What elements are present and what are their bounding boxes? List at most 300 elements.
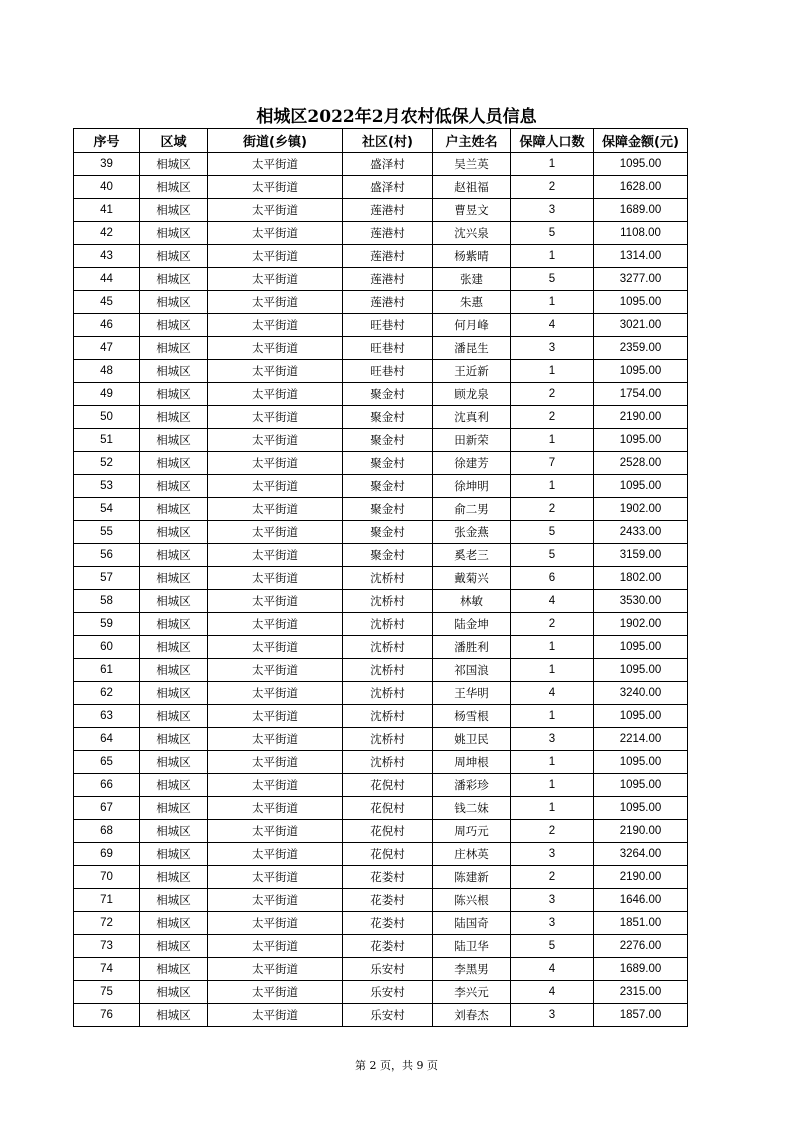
amount-cell: 2276.00 (594, 935, 688, 958)
table-row (74, 567, 688, 590)
seq-cell: 58 (74, 590, 140, 613)
householder-cell: 吴兰英 (433, 153, 511, 176)
table-row (74, 705, 688, 728)
district-cell: 相城区 (140, 797, 208, 820)
persons-cell: 4 (511, 958, 594, 981)
seq-cell: 66 (74, 774, 140, 797)
street-cell: 太平街道 (208, 797, 343, 820)
persons-cell: 1 (511, 636, 594, 659)
amount-cell: 1802.00 (594, 567, 688, 590)
document-title: 相城区2022年2月农村低保人员信息 (256, 107, 537, 127)
persons-cell: 2 (511, 613, 594, 636)
district-cell: 相城区 (140, 452, 208, 475)
table-row (74, 383, 688, 406)
persons-cell: 4 (511, 682, 594, 705)
village-cell: 旺巷村 (343, 360, 433, 383)
street-cell: 太平街道 (208, 176, 343, 199)
householder-cell: 顾龙泉 (433, 383, 511, 406)
village-cell: 盛泽村 (343, 176, 433, 199)
seq-cell: 50 (74, 406, 140, 429)
district-cell: 相城区 (140, 682, 208, 705)
householder-cell: 张金燕 (433, 521, 511, 544)
village-cell: 聚金村 (343, 452, 433, 475)
street-cell: 太平街道 (208, 360, 343, 383)
householder-cell: 杨紫晴 (433, 245, 511, 268)
persons-cell: 3 (511, 889, 594, 912)
table-row (74, 544, 688, 567)
street-cell: 太平街道 (208, 498, 343, 521)
amount-cell: 1689.00 (594, 199, 688, 222)
householder-cell: 陆金坤 (433, 613, 511, 636)
street-cell: 太平街道 (208, 889, 343, 912)
street-cell: 太平街道 (208, 613, 343, 636)
district-cell: 相城区 (140, 843, 208, 866)
persons-cell: 2 (511, 176, 594, 199)
village-cell: 花娄村 (343, 935, 433, 958)
street-cell: 太平街道 (208, 475, 343, 498)
amount-cell: 3264.00 (594, 843, 688, 866)
persons-cell: 1 (511, 774, 594, 797)
table-row (74, 1004, 688, 1027)
street-cell: 太平街道 (208, 751, 343, 774)
table-row (74, 590, 688, 613)
persons-cell: 3 (511, 912, 594, 935)
table-row (74, 245, 688, 268)
street-cell: 太平街道 (208, 291, 343, 314)
amount-cell: 2214.00 (594, 728, 688, 751)
district-cell: 相城区 (140, 176, 208, 199)
persons-cell: 3 (511, 337, 594, 360)
village-cell: 花倪村 (343, 843, 433, 866)
table-row (74, 268, 688, 291)
street-cell: 太平街道 (208, 429, 343, 452)
village-cell: 莲港村 (343, 291, 433, 314)
seq-cell: 62 (74, 682, 140, 705)
householder-cell: 姚卫民 (433, 728, 511, 751)
village-cell: 沈桥村 (343, 636, 433, 659)
seq-cell: 71 (74, 889, 140, 912)
householder-cell: 庄林英 (433, 843, 511, 866)
seq-cell: 47 (74, 337, 140, 360)
householder-cell: 李兴元 (433, 981, 511, 1004)
table-row (74, 360, 688, 383)
amount-cell: 2190.00 (594, 406, 688, 429)
street-cell: 太平街道 (208, 567, 343, 590)
amount-cell: 1851.00 (594, 912, 688, 935)
amount-cell: 1902.00 (594, 498, 688, 521)
seq-cell: 65 (74, 751, 140, 774)
street-cell: 太平街道 (208, 728, 343, 751)
persons-cell: 2 (511, 866, 594, 889)
village-cell: 旺巷村 (343, 337, 433, 360)
district-cell: 相城区 (140, 406, 208, 429)
page-footer: 第 2 页，共 9 页 (355, 1059, 438, 1072)
village-cell: 莲港村 (343, 199, 433, 222)
district-cell: 相城区 (140, 153, 208, 176)
table-row (74, 406, 688, 429)
householder-cell: 陈兴根 (433, 889, 511, 912)
street-cell: 太平街道 (208, 958, 343, 981)
householder-cell: 戴菊兴 (433, 567, 511, 590)
district-cell: 相城区 (140, 475, 208, 498)
persons-cell: 2 (511, 820, 594, 843)
persons-cell: 1 (511, 245, 594, 268)
householder-cell: 刘春杰 (433, 1004, 511, 1027)
district-cell: 相城区 (140, 360, 208, 383)
street-cell: 太平街道 (208, 314, 343, 337)
householder-cell: 陆国奇 (433, 912, 511, 935)
village-cell: 沈桥村 (343, 613, 433, 636)
seq-cell: 70 (74, 866, 140, 889)
table-row (74, 889, 688, 912)
householder-cell: 沈兴泉 (433, 222, 511, 245)
persons-cell: 3 (511, 1004, 594, 1027)
street-cell: 太平街道 (208, 866, 343, 889)
amount-cell: 2190.00 (594, 820, 688, 843)
amount-cell: 1095.00 (594, 705, 688, 728)
amount-cell: 1095.00 (594, 360, 688, 383)
seq-cell: 61 (74, 659, 140, 682)
amount-cell: 1095.00 (594, 659, 688, 682)
persons-cell: 5 (511, 935, 594, 958)
householder-cell: 张建 (433, 268, 511, 291)
householder-cell: 徐建芳 (433, 452, 511, 475)
table-row (74, 153, 688, 176)
table-row (74, 498, 688, 521)
table-row (74, 682, 688, 705)
street-cell: 太平街道 (208, 981, 343, 1004)
village-cell: 沈桥村 (343, 590, 433, 613)
village-cell: 莲港村 (343, 245, 433, 268)
householder-cell: 田新荣 (433, 429, 511, 452)
seq-cell: 59 (74, 613, 140, 636)
district-cell: 相城区 (140, 291, 208, 314)
householder-cell: 林敏 (433, 590, 511, 613)
seq-cell: 42 (74, 222, 140, 245)
seq-cell: 74 (74, 958, 140, 981)
district-cell: 相城区 (140, 1004, 208, 1027)
seq-cell: 72 (74, 912, 140, 935)
householder-cell: 奚老三 (433, 544, 511, 567)
amount-cell: 1646.00 (594, 889, 688, 912)
amount-cell: 1095.00 (594, 751, 688, 774)
seq-cell: 57 (74, 567, 140, 590)
district-cell: 相城区 (140, 544, 208, 567)
seq-cell: 51 (74, 429, 140, 452)
householder-cell: 沈真利 (433, 406, 511, 429)
amount-cell: 3530.00 (594, 590, 688, 613)
householder-cell: 潘胜利 (433, 636, 511, 659)
table-row (74, 728, 688, 751)
amount-cell: 2190.00 (594, 866, 688, 889)
street-cell: 太平街道 (208, 452, 343, 475)
amount-cell: 2315.00 (594, 981, 688, 1004)
persons-cell: 1 (511, 429, 594, 452)
street-cell: 太平街道 (208, 222, 343, 245)
householder-cell: 何月峰 (433, 314, 511, 337)
village-cell: 聚金村 (343, 429, 433, 452)
table-row (74, 866, 688, 889)
district-cell: 相城区 (140, 981, 208, 1004)
village-cell: 乐安村 (343, 1004, 433, 1027)
table-row (74, 429, 688, 452)
table-row (74, 314, 688, 337)
householder-cell: 潘昆生 (433, 337, 511, 360)
street-cell: 太平街道 (208, 705, 343, 728)
householder-cell: 钱二妹 (433, 797, 511, 820)
village-cell: 沈桥村 (343, 751, 433, 774)
seq-cell: 49 (74, 383, 140, 406)
header-street: 街道(乡镇) (208, 129, 343, 153)
district-cell: 相城区 (140, 636, 208, 659)
seq-cell: 56 (74, 544, 140, 567)
street-cell: 太平街道 (208, 659, 343, 682)
amount-cell: 1095.00 (594, 774, 688, 797)
village-cell: 聚金村 (343, 475, 433, 498)
persons-cell: 5 (511, 268, 594, 291)
seq-cell: 68 (74, 820, 140, 843)
street-cell: 太平街道 (208, 245, 343, 268)
village-cell: 聚金村 (343, 521, 433, 544)
village-cell: 花倪村 (343, 820, 433, 843)
header-village: 社区(村) (343, 129, 433, 153)
amount-cell: 1754.00 (594, 383, 688, 406)
seq-cell: 55 (74, 521, 140, 544)
seq-cell: 46 (74, 314, 140, 337)
seq-cell: 43 (74, 245, 140, 268)
persons-cell: 5 (511, 222, 594, 245)
householder-cell: 李黑男 (433, 958, 511, 981)
table-row (74, 774, 688, 797)
seq-cell: 67 (74, 797, 140, 820)
table-row (74, 981, 688, 1004)
subsidy-table (73, 128, 688, 1027)
persons-cell: 2 (511, 498, 594, 521)
district-cell: 相城区 (140, 751, 208, 774)
seq-cell: 64 (74, 728, 140, 751)
householder-cell: 周巧元 (433, 820, 511, 843)
district-cell: 相城区 (140, 567, 208, 590)
district-cell: 相城区 (140, 521, 208, 544)
amount-cell: 1095.00 (594, 636, 688, 659)
street-cell: 太平街道 (208, 590, 343, 613)
amount-cell: 1857.00 (594, 1004, 688, 1027)
table-row (74, 337, 688, 360)
table-row (74, 613, 688, 636)
seq-cell: 41 (74, 199, 140, 222)
table-row (74, 912, 688, 935)
seq-cell: 54 (74, 498, 140, 521)
amount-cell: 3277.00 (594, 268, 688, 291)
district-cell: 相城区 (140, 222, 208, 245)
householder-cell: 王华明 (433, 682, 511, 705)
district-cell: 相城区 (140, 245, 208, 268)
householder-cell: 杨雪根 (433, 705, 511, 728)
seq-cell: 53 (74, 475, 140, 498)
header-seq: 序号 (74, 129, 140, 153)
amount-cell: 1095.00 (594, 153, 688, 176)
street-cell: 太平街道 (208, 774, 343, 797)
district-cell: 相城区 (140, 613, 208, 636)
street-cell: 太平街道 (208, 521, 343, 544)
header-district: 区域 (140, 129, 208, 153)
district-cell: 相城区 (140, 268, 208, 291)
persons-cell: 7 (511, 452, 594, 475)
amount-cell: 1689.00 (594, 958, 688, 981)
seq-cell: 40 (74, 176, 140, 199)
district-cell: 相城区 (140, 889, 208, 912)
village-cell: 聚金村 (343, 383, 433, 406)
table-row (74, 199, 688, 222)
seq-cell: 63 (74, 705, 140, 728)
householder-cell: 祁国浪 (433, 659, 511, 682)
amount-cell: 1108.00 (594, 222, 688, 245)
seq-cell: 39 (74, 153, 140, 176)
householder-cell: 潘彩珍 (433, 774, 511, 797)
district-cell: 相城区 (140, 728, 208, 751)
district-cell: 相城区 (140, 199, 208, 222)
village-cell: 莲港村 (343, 268, 433, 291)
householder-cell: 赵祖福 (433, 176, 511, 199)
persons-cell: 1 (511, 751, 594, 774)
village-cell: 沈桥村 (343, 705, 433, 728)
amount-cell: 1095.00 (594, 797, 688, 820)
table-row (74, 222, 688, 245)
header-householder: 户主姓名 (433, 129, 511, 153)
table-row (74, 521, 688, 544)
village-cell: 聚金村 (343, 498, 433, 521)
village-cell: 花倪村 (343, 797, 433, 820)
village-cell: 聚金村 (343, 544, 433, 567)
district-cell: 相城区 (140, 659, 208, 682)
street-cell: 太平街道 (208, 682, 343, 705)
persons-cell: 1 (511, 475, 594, 498)
street-cell: 太平街道 (208, 1004, 343, 1027)
persons-cell: 5 (511, 544, 594, 567)
seq-cell: 73 (74, 935, 140, 958)
district-cell: 相城区 (140, 820, 208, 843)
seq-cell: 44 (74, 268, 140, 291)
table-header-row (74, 129, 688, 153)
header-amount: 保障金额(元) (594, 129, 688, 153)
persons-cell: 1 (511, 291, 594, 314)
district-cell: 相城区 (140, 429, 208, 452)
amount-cell: 1628.00 (594, 176, 688, 199)
seq-cell: 48 (74, 360, 140, 383)
village-cell: 沈桥村 (343, 567, 433, 590)
amount-cell: 2359.00 (594, 337, 688, 360)
persons-cell: 4 (511, 981, 594, 1004)
street-cell: 太平街道 (208, 935, 343, 958)
persons-cell: 2 (511, 406, 594, 429)
persons-cell: 1 (511, 659, 594, 682)
table-row (74, 291, 688, 314)
table-row (74, 820, 688, 843)
street-cell: 太平街道 (208, 912, 343, 935)
householder-cell: 徐坤明 (433, 475, 511, 498)
street-cell: 太平街道 (208, 636, 343, 659)
village-cell: 沈桥村 (343, 728, 433, 751)
persons-cell: 4 (511, 590, 594, 613)
village-cell: 聚金村 (343, 406, 433, 429)
persons-cell: 6 (511, 567, 594, 590)
street-cell: 太平街道 (208, 544, 343, 567)
village-cell: 旺巷村 (343, 314, 433, 337)
seq-cell: 60 (74, 636, 140, 659)
street-cell: 太平街道 (208, 820, 343, 843)
table-row (74, 176, 688, 199)
street-cell: 太平街道 (208, 153, 343, 176)
village-cell: 乐安村 (343, 958, 433, 981)
amount-cell: 3159.00 (594, 544, 688, 567)
seq-cell: 69 (74, 843, 140, 866)
amount-cell: 3021.00 (594, 314, 688, 337)
persons-cell: 3 (511, 843, 594, 866)
householder-cell: 周坤根 (433, 751, 511, 774)
district-cell: 相城区 (140, 705, 208, 728)
village-cell: 乐安村 (343, 981, 433, 1004)
amount-cell: 1095.00 (594, 291, 688, 314)
seq-cell: 52 (74, 452, 140, 475)
table-body (74, 153, 688, 1027)
village-cell: 莲港村 (343, 222, 433, 245)
table-row (74, 636, 688, 659)
amount-cell: 3240.00 (594, 682, 688, 705)
amount-cell: 1095.00 (594, 475, 688, 498)
persons-cell: 1 (511, 797, 594, 820)
district-cell: 相城区 (140, 590, 208, 613)
householder-cell: 王近新 (433, 360, 511, 383)
persons-cell: 5 (511, 521, 594, 544)
street-cell: 太平街道 (208, 406, 343, 429)
district-cell: 相城区 (140, 912, 208, 935)
table-row (74, 843, 688, 866)
village-cell: 花娄村 (343, 866, 433, 889)
district-cell: 相城区 (140, 958, 208, 981)
householder-cell: 陆卫华 (433, 935, 511, 958)
district-cell: 相城区 (140, 935, 208, 958)
street-cell: 太平街道 (208, 383, 343, 406)
table-row (74, 958, 688, 981)
street-cell: 太平街道 (208, 337, 343, 360)
street-cell: 太平街道 (208, 199, 343, 222)
amount-cell: 1314.00 (594, 245, 688, 268)
persons-cell: 2 (511, 383, 594, 406)
table-row (74, 659, 688, 682)
householder-cell: 陈建新 (433, 866, 511, 889)
persons-cell: 1 (511, 705, 594, 728)
district-cell: 相城区 (140, 314, 208, 337)
table-row (74, 797, 688, 820)
village-cell: 花倪村 (343, 774, 433, 797)
district-cell: 相城区 (140, 774, 208, 797)
persons-cell: 1 (511, 360, 594, 383)
district-cell: 相城区 (140, 498, 208, 521)
seq-cell: 75 (74, 981, 140, 1004)
persons-cell: 3 (511, 199, 594, 222)
table-row (74, 452, 688, 475)
district-cell: 相城区 (140, 383, 208, 406)
village-cell: 盛泽村 (343, 153, 433, 176)
persons-cell: 4 (511, 314, 594, 337)
table-row (74, 935, 688, 958)
street-cell: 太平街道 (208, 843, 343, 866)
street-cell: 太平街道 (208, 268, 343, 291)
header-persons: 保障人口数 (511, 129, 594, 153)
village-cell: 花娄村 (343, 912, 433, 935)
amount-cell: 1902.00 (594, 613, 688, 636)
amount-cell: 2433.00 (594, 521, 688, 544)
